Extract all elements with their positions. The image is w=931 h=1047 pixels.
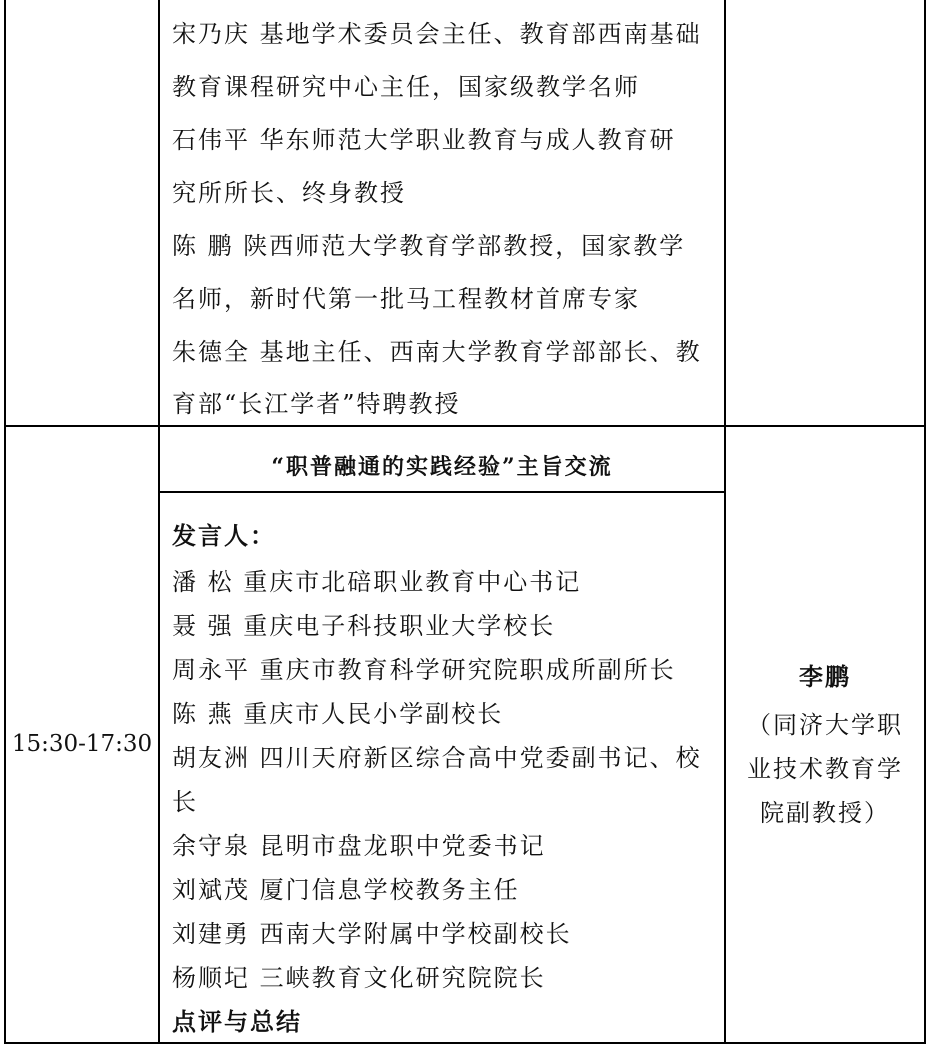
speaker-line: 胡友洲 四川天府新区综合高中党委副书记、校 [172,744,702,772]
session-time: 15:30-17:30 [11,731,153,757]
host-desc-line: 业技术教育学 [747,755,903,783]
expert-line: 究所所长、终身教授 [172,179,406,207]
expert-line: 教育课程研究中心主任，国家级教学名师 [172,73,640,101]
speaker-line: 潘 松 重庆市北碚职业教育中心书记 [172,568,582,596]
table-border-col2 [724,0,726,1044]
table-border-bottom [4,1042,926,1044]
closing-label: 点评与总结 [172,1007,302,1036]
table-border-col1 [158,0,160,1044]
expert-line: 陈 鹏 陕西师范大学教育学部教授，国家教学 [172,232,686,260]
speaker-line: 聂 强 重庆电子科技职业大学校长 [172,612,556,640]
table-border-right [924,0,926,1044]
table-border-left [4,0,6,1044]
expert-line: 育部“长江学者”特聘教授 [172,390,461,418]
expert-line: 宋乃庆 基地学术委员会主任、教育部西南基础 [172,20,702,48]
speaker-line: 刘建勇 西南大学附属中学校副校长 [172,920,572,948]
host-name: 李鹏 [799,662,851,691]
speaker-line: 余守泉 昆明市盘龙职中党委书记 [172,832,546,860]
session-title: “职普融通的实践经验”主旨交流 [271,454,613,480]
speaker-line: 刘斌茂 厦门信息学校教务主任 [172,876,520,904]
expert-line: 名师，新时代第一批马工程教材首席专家 [172,285,640,313]
speaker-line: 周永平 重庆市教育科学研究院职成所副所长 [172,656,676,684]
title-divider [158,491,726,493]
host-desc-line: （同济大学职 [747,711,903,739]
expert-line: 石伟平 华东师范大学职业教育与成人教育研 [172,126,676,154]
speaker-line: 长 [172,788,198,816]
expert-line: 朱德全 基地主任、西南大学教育学部部长、教 [172,338,702,366]
speaker-line: 杨顺圮 三峡教育文化研究院院长 [172,964,546,992]
host-desc-line: 院副教授） [760,799,890,827]
speaker-line: 陈 燕 重庆市人民小学副校长 [172,700,504,728]
row-divider [4,425,926,427]
speakers-label: 发言人： [172,521,276,550]
